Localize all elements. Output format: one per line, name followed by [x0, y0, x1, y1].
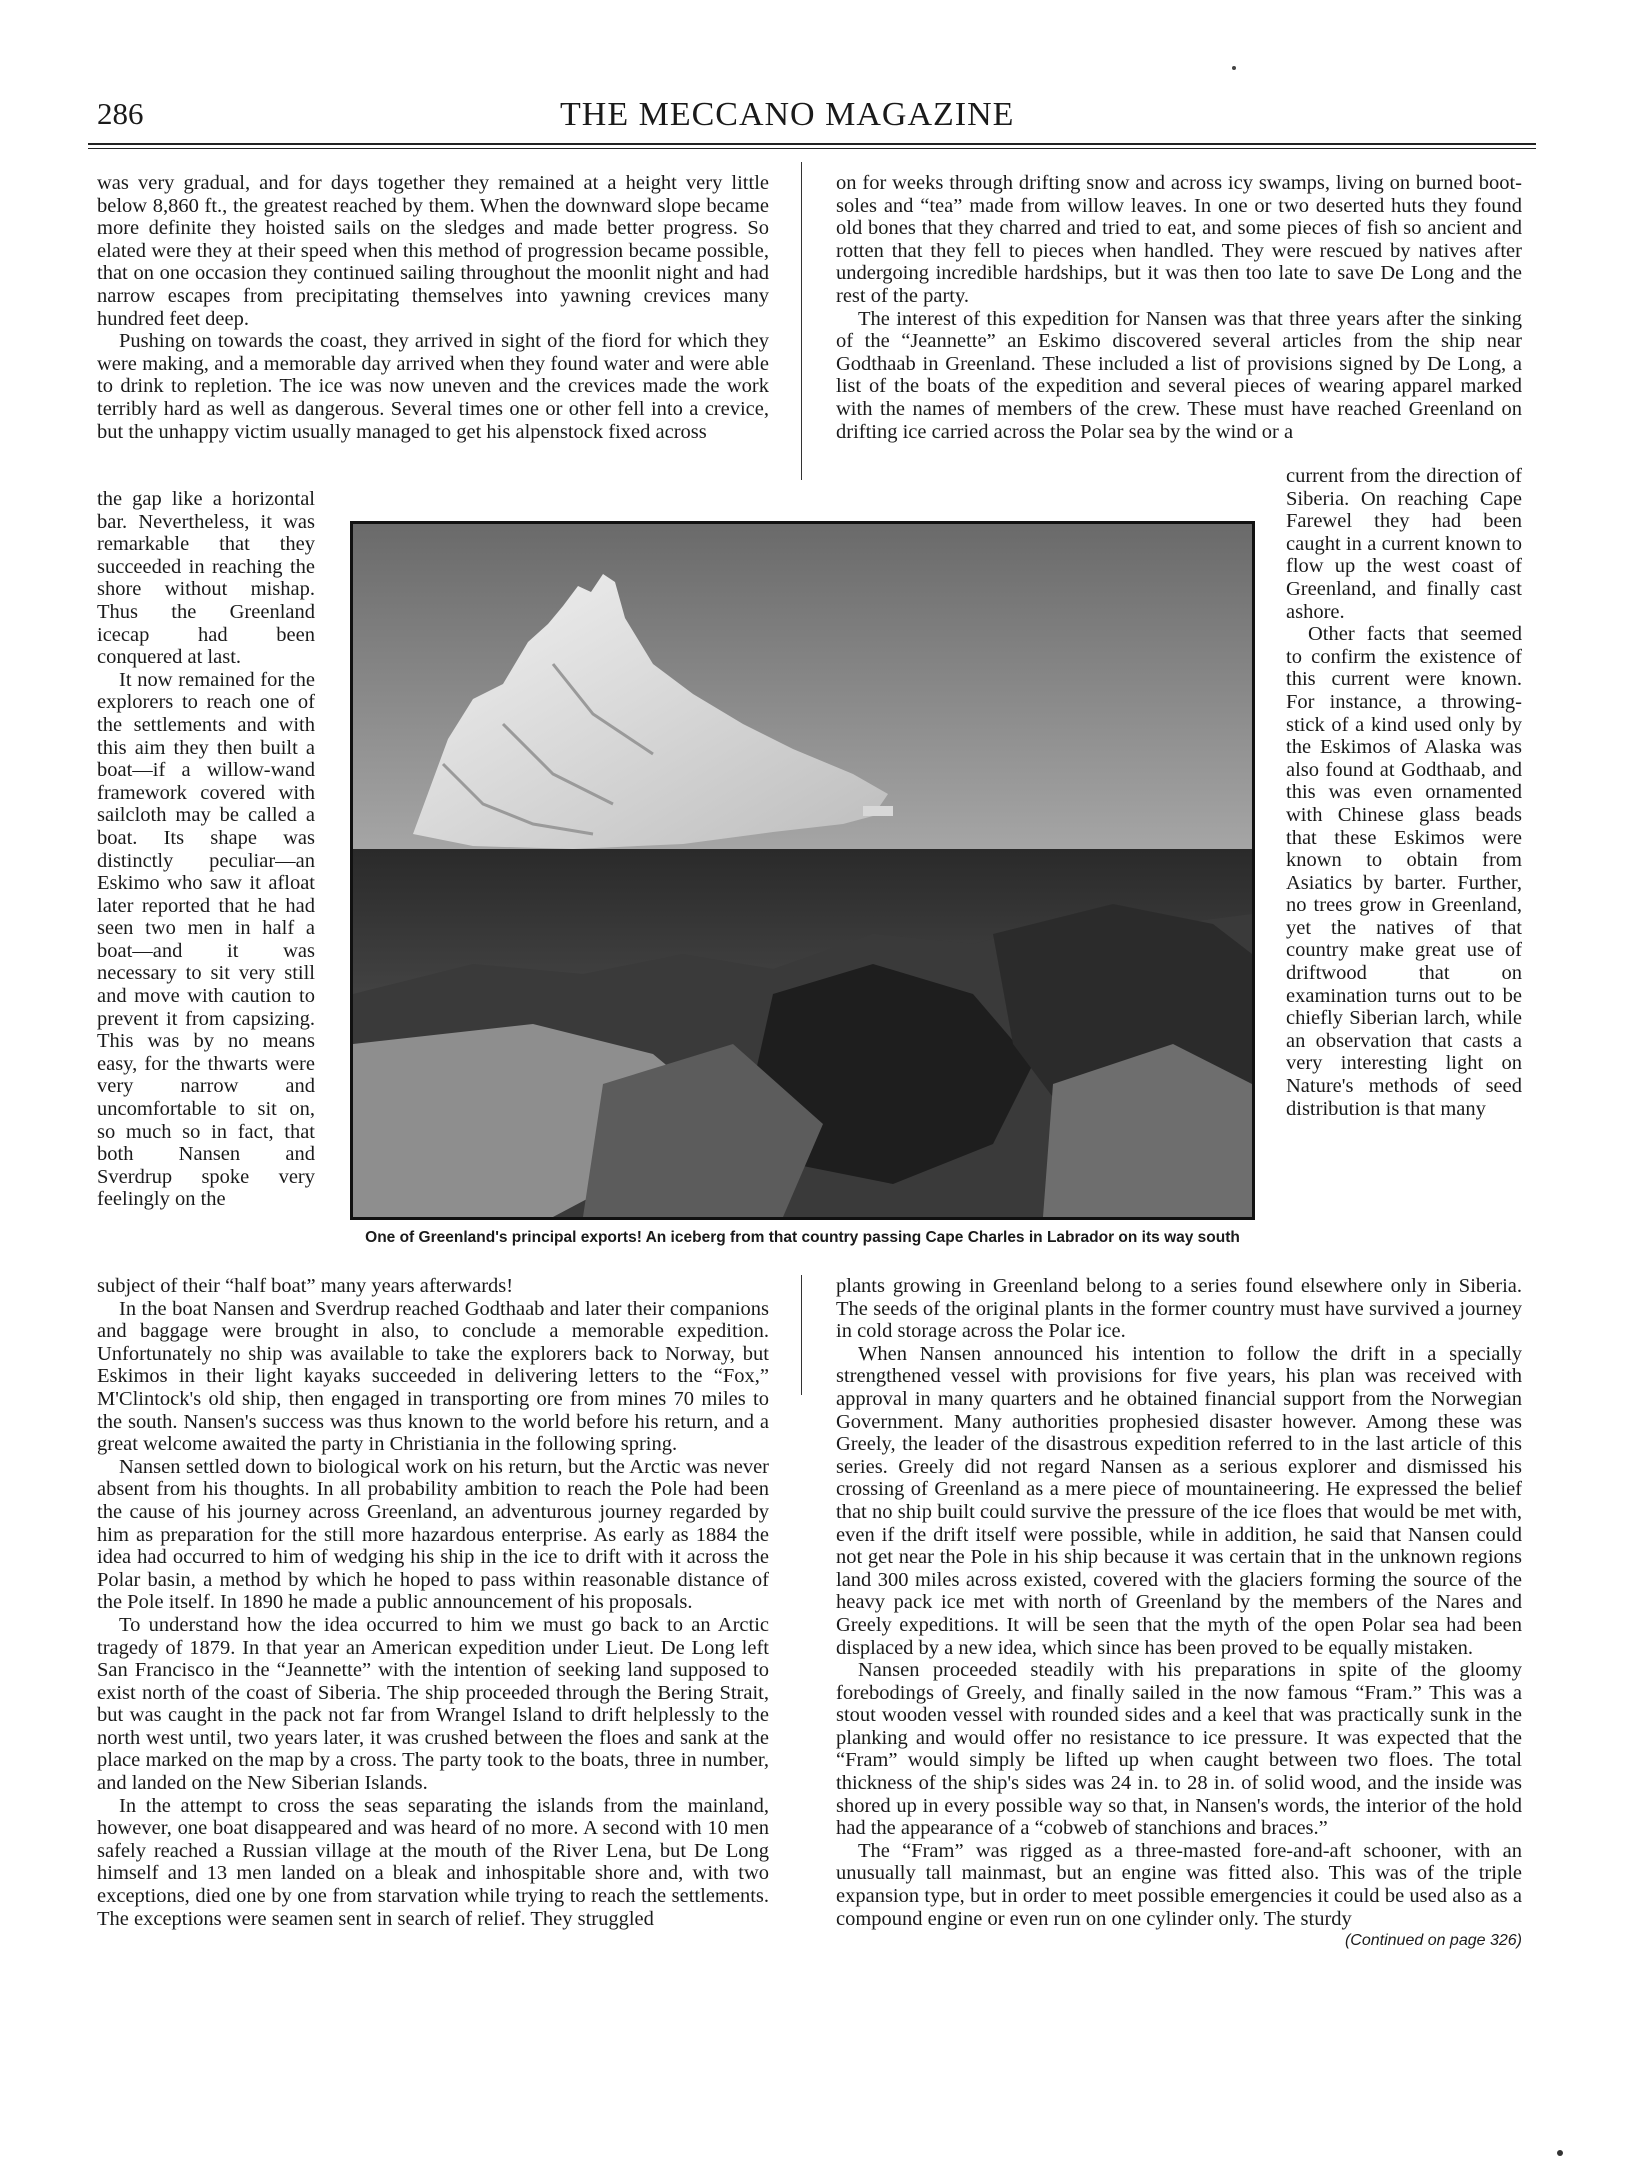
paragraph: on for weeks through drifting snow and across icy swamps, living on burned boot-soles and “tea” made from willow leaves. In one or two deserted huts they found old bones that they charred and tried to eat, and some pieces of fish so ancient and rotten that they fell to pieces when handled. They were rescued by natives after undergoing incredible hardships, but it was then too late to save De Long and the rest of the party. [836, 172, 1522, 307]
paragraph: To understand how the idea occurred to him we must go back to an Arctic tragedy of 1879. In that year an American expedition under Lieut. De Long left San Francisco in the “Jeannette” with the intention of seeking land supposed to exist north of the coast of Siberia. The ship proceeded through the Bering Strait, but was caught in the pack not far from Wrangel Island to drift helplessly to the north west until, two years later, it was crushed between the floes and sank at the place marked on the map by a cross. The party took to the boats, three in number, and landed on the New Siberian Islands. [97, 1613, 769, 1795]
paragraph: The interest of this expedition for Nansen was that three years after the sinking of the “Jeannette” an Eskimo discovered several articles from the ship near Godthaab in Greenland. These included a list of provisions signed by De Long, a list of the boats of the expedition and several pieces of wearing apparel marked with the names of members of the crew. These must have reached Greenland on drifting ice carried across the Polar sea by the wind or a [836, 307, 1522, 443]
right-column-narrow [1286, 465, 1522, 1120]
paragraph: When Nansen announced his intention to follow the drift in a specially strengthened vessel with provisions for five years, his plan was received with approval in many quarters and he obtained financial support from the Norwegian Government. Many authorities prophesied disaster however. Among these was Greely, the leader of the disastrous expedition referred to in the last article of this series. Greely did not regard Nansen as a serious explorer and dismissed his crossing of Greenland as a mere piece of mountaineering. He expressed the belief that no ship built could survive the pressure of the ice floes that would be met with, even if the drift itself were possible, while in addition, he said that Nansen could not get near the Pole in his ship because it was certain that in the unknown regions land 300 miles across existed, covered with the glaciers forming the source of the heavy pack ice met with north of Greenland by the members of the Nares and Greely expeditions. It will be seen that the myth of the open Polar sea had been displaced by a new idea, which since has been proved to be equally mistaken. [836, 1342, 1522, 1659]
iceberg-photo-image [353, 524, 1252, 1217]
photo-caption: One of Greenland's principal exports! An iceberg from that country passing Cape Charles in Labrador on its way south [365, 1229, 1240, 1246]
paragraph: was very gradual, and for days together they remained at a height very little below 8,860 ft., the greatest reached by them. When the downward slope became more definite they hoisted sails on the sledges and made better progress. So elated were they at their speed when this method of progression became possible, that on one occasion they continued sailing throughout the moonlit night and had narrow escapes from precipitating themselves into yawning crevices many hundred feet deep. [97, 172, 769, 330]
speck [1232, 66, 1236, 70]
paragraph: The “Fram” was rigged as a three-masted fore-and-aft schooner, with an unusually tall mainmast, but an engine was fitted also. This was of the triple expansion type, but in order to meet possible emergencies it could be used also as a compound engine or even run on one cylinder only. The sturdy [836, 1839, 1522, 1930]
paragraph: Other facts that seemed to confirm the existence of this current were known. For instance, a throwing-stick of a kind used only by the Eskimos of Alaska was also found at Godthaab, and this was even ornamented with Chinese glass beads that these Eskimos were known to obtain from Asiatics by barter. Further, no trees grow in Greenland, yet the natives of that country make great use of driftwood that on examination turns out to be chiefly Siberian larch, while an observation that casts a very interesting light on Nature's methods of seed distribution is that many [1286, 623, 1522, 1120]
column-divider [801, 1275, 802, 1395]
paragraph: subject of their “half boat” many years afterwards! [97, 1275, 514, 1297]
paragraph: Nansen settled down to biological work on his return, but the Arctic was never absent from his thoughts. In all probability ambition to reach the Pole had been the cause of his journey across Greenland, an adventurous journey regarded by him as preparation for the still more hazardous enterprise. As early as 1884 the idea had occurred to him of wedging his ship in the ice to drift with it across the Polar basin, a method by which he hoped to pass within reasonable distance of the Pole itself. In 1890 he made a public announcement of his proposals. [97, 1455, 769, 1614]
header-rule-thin [88, 148, 1536, 149]
paragraph: the gap like a horizontal bar. Nevertheless, it was remarkable that they succeeded in reaching the shore without mishap. Thus the Greenland icecap had been conquered at last. [97, 488, 315, 669]
speck [1557, 2150, 1563, 2156]
iceberg-photo [350, 521, 1255, 1220]
left-column-narrow [97, 488, 315, 1211]
left-column-bottom [97, 1275, 769, 1930]
paragraph: In the boat Nansen and Sverdrup reached Godthaab and later their companions and baggage were brought in also, to conclude a memorable expedition. Unfortunately no ship was available to take the explorers back to Norway, but Eskimos in their light kayaks succeeded in delivering letters to the “Fox,” M'Clintock's old ship, then engaged in transporting ore from mines 70 miles to the south. Nansen's success was thus known to the world before his return, and a great welcome awaited the party in Christiania in the following spring. [97, 1297, 769, 1456]
paragraph: It now remained for the explorers to reach one of the settlements and with this aim they then built a boat—if a willow-wand framework covered with sailcloth may be called a boat. Its shape was distinctly peculiar—an Eskimo who saw it afloat later reported that he had seen two men in half a boat—and it was necessary to sit very still and move with caution to prevent it from capsizing. This was by no means easy, for the thwarts were very narrow and uncomfortable to sit on, so much so in fact, that both Nansen and Sverdrup spoke very feelingly on the [97, 668, 315, 1211]
right-column-top [836, 172, 1522, 443]
right-column-bottom [836, 1275, 1522, 1953]
paragraph: Nansen proceeded steadily with his preparations in spite of the gloomy forebodings of Greely, and finally sailed in the now famous “Fram.” This was a stout wooden vessel with rounded sides and a keel that was practically sunk in the planking and would offer no resistance to ice pressure. It was expected that the “Fram” would simply be lifted up when caught between two floes. The total thickness of the ship's sides was 24 in. to 28 in. of solid wood, and the inside was shored up in every possible way so that, in Nansen's words, the interior of the hold had the appearance of a “cobweb of stanchions and braces.” [836, 1659, 1522, 1840]
column-divider [801, 162, 802, 480]
paragraph: In the attempt to cross the seas separating the islands from the mainland, however, one boat disappeared and was heard of no more. A second with 10 men safely reached a Russian village at the mouth of the River Lena, but De Long himself and 13 men landed on a bleak and inhospitable shore and, with two exceptions, died one by one from starvation while trying to reach the settlements. The exceptions were seamen sent in search of relief. They struggled [97, 1794, 769, 1930]
paragraph: current from the direction of Siberia. On reaching Cape Farewel they had been caught in a current known to flow up the west coast of Greenland, and finally cast ashore. [1286, 465, 1522, 623]
paragraph: Pushing on towards the coast, they arrived in sight of the fiord for which they were making, and a memorable day arrived when they found water and were able to drink to repletion. The ice was now uneven and the crevices made the work terribly hard as well as dangerous. Several times one or other fell into a crevice, but the unhappy victim usually managed to get his alpenstock fixed across [97, 330, 769, 443]
magazine-title: THE MECCANO MAGAZINE [560, 96, 1015, 133]
header-rule [88, 143, 1536, 145]
page-number: 286 [97, 96, 144, 131]
left-column-top [97, 172, 769, 443]
paragraph: plants growing in Greenland belong to a series found elsewhere only in Siberia. The seeds of the original plants in the former country must have survived a journey in cold storage across the Polar ice. [836, 1275, 1522, 1343]
continued-note: (Continued on page 326) [1344, 1932, 1522, 1950]
